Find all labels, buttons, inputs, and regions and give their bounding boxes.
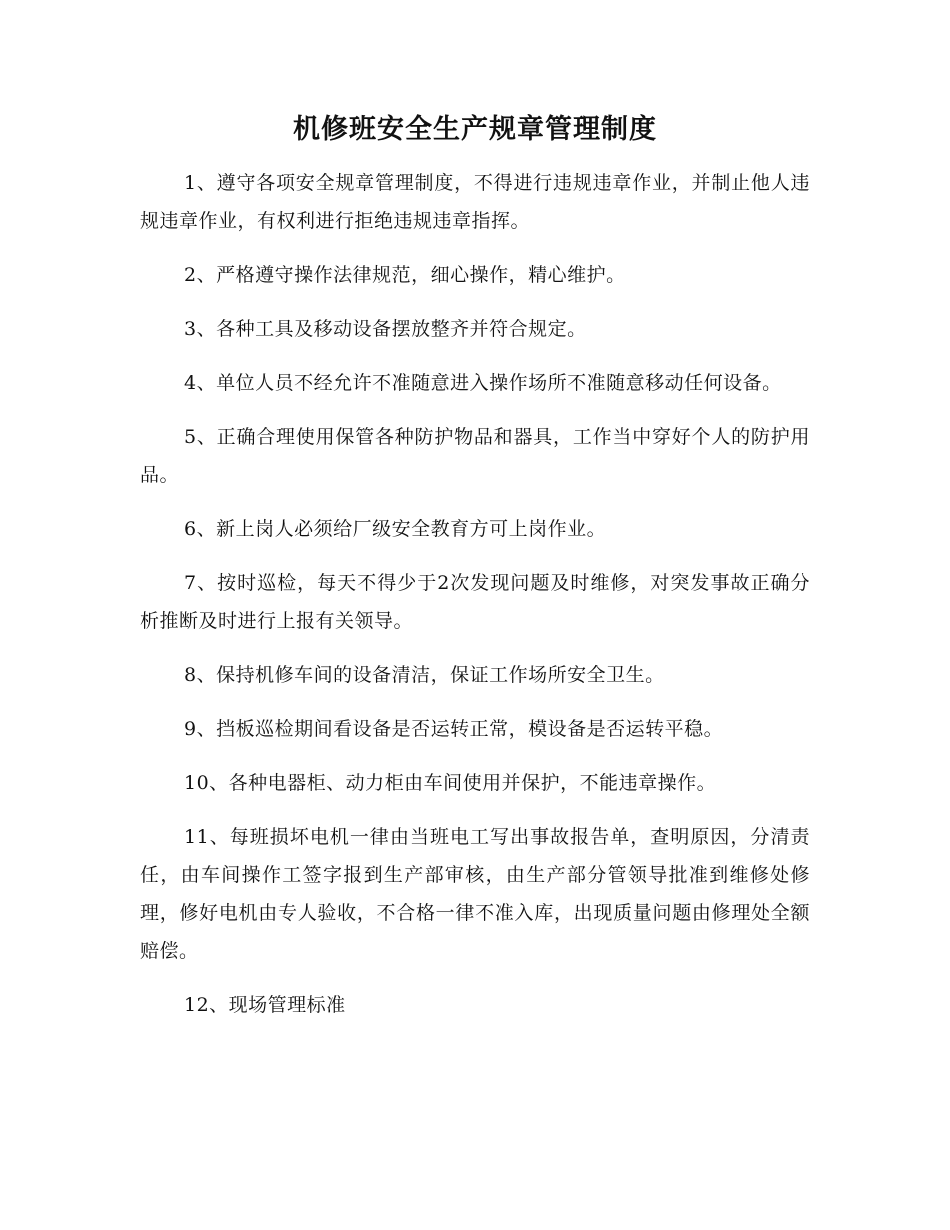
paragraph-9: 9、挡板巡检期间看设备是否运转正常，模设备是否运转平稳。 [184,718,724,740]
paragraph-6: 6、新上岗人必须给厂级安全教育方可上岗作业。 [184,518,607,540]
paragraph-7: 7、按时巡检，每天不得少于2次发现问题及时维修，对突发事故正确分析推断及时进行上报有关领导。 [140,572,810,632]
paragraph-4: 4、单位人员不经允许不准随意进入操作场所不准随意移动任何设备。 [184,372,782,394]
paragraph-10: 10、各种电器柜、动力柜由车间使用并保护，不能违章操作。 [184,772,717,794]
paragraph-8: 8、保持机修车间的设备清洁，保证工作场所安全卫生。 [184,664,665,686]
paragraph-1: 1、遵守各项安全规章管理制度，不得进行违规违章作业，并制止他人违规违章作业，有权利进行拒绝违规违章指挥。 [140,172,810,232]
paragraph-3: 3、各种工具及移动设备摆放整齐并符合规定。 [184,318,587,340]
paragraph-2: 2、严格遵守操作法律规范，细心操作，精心维护。 [184,264,626,286]
document-body [140,164,810,1040]
paragraph-11: 11、每班损坏电机一律由当班电工写出事故报告单，查明原因，分清责任，由车间操作工签字报到生产部审核，由生产部分管领导批准到维修处修理，修好电机由专人验收，不合格一律不准入库，出现质量问题由修理处全额赔偿。 [140,826,810,962]
document-title: 机修班安全生产规章管理制度 [293,114,657,145]
paragraph-5: 5、正确合理使用保管各种防护物品和器具，工作当中穿好个人的防护用品。 [140,426,810,486]
paragraph-12: 12、现场管理标准 [184,994,346,1016]
